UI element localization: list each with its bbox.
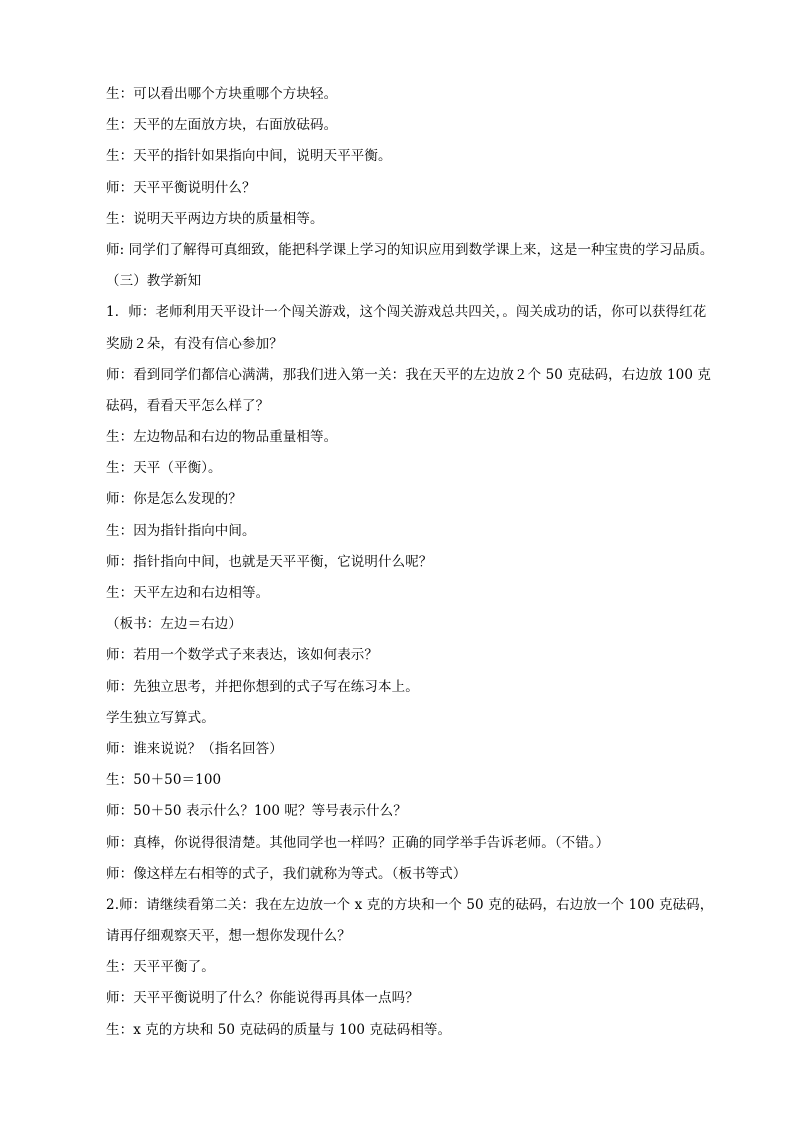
text-line: 2.师：请继续看第二关：我在左边放一个 x 克的方块和一个 50 克的砝码，右边放一个 100 克砝码，: [106, 896, 714, 913]
text-line: 师：50＋50 表示什么？100 呢？等号表示什么？: [106, 803, 407, 820]
text-line: 师：你是怎么发现的？: [106, 491, 242, 508]
text-line: 生：天平的左面放方块，右面放砝码。: [106, 117, 338, 134]
text-line: 生：左边物品和右边的物品重量相等。: [106, 429, 338, 446]
text-line: 生：天平（平衡）。: [106, 460, 222, 477]
text-line: 师：谁来说说？（指名回答）: [106, 740, 283, 757]
text-line: 生：x 克的方块和 50 克砝码的质量与 100 克砝码相等。: [106, 1021, 452, 1038]
text-line: 师：天平平衡说明什么？: [106, 179, 256, 196]
text-line: 学生独立写算式。: [106, 709, 215, 726]
text-line: 生：天平左边和右边相等。: [106, 585, 270, 601]
text-line: 师：看到同学们都信心满满，那我们进入第一关：我在天平的左边放２个 50 克砝码，右边放 100 克: [106, 366, 712, 383]
text-line: （板书：左边＝右边）: [106, 616, 242, 633]
text-line: 奖励２朵，有没有信心参加？: [106, 335, 283, 352]
lesson-text: [106, 79, 726, 1046]
text-line: 师：像这样左右相等的式子，我们就称为等式。（板书等式）: [106, 865, 467, 882]
text-line: 生：50＋50＝100: [106, 772, 222, 789]
section-heading: （三）教学新知: [106, 273, 202, 290]
text-line: 师：先独立思考，并把你想到的式子写在练习本上。: [106, 678, 419, 695]
text-line: 师: 同学们了解得可真细致，能把科学课上学习的知识应用到数学课上来，这是一种宝贵的学习品质。: [106, 241, 714, 258]
text-line: 师：若用一个数学式子来表达，该如何表示？: [106, 647, 378, 664]
text-line: 师：指针指向中间，也就是天平平衡，它说明什么呢？: [106, 553, 433, 570]
text-line: 生：因为指针指向中间。: [106, 522, 256, 539]
text-line: 砝码，看看天平怎么样了？: [106, 397, 270, 414]
text-line: 1．师：老师利用天平设计一个闯关游戏，这个闯关游戏总共四关，。闯关成功的话，你可以获得红花: [106, 304, 707, 321]
text-line: 请再仔细观察天平，想一想你发现什么？: [106, 928, 351, 945]
text-line: 生：天平的指针如果指向中间，说明天平平衡。: [106, 148, 392, 165]
text-line: 生：说明天平两边方块的质量相等。: [106, 210, 324, 227]
text-line: 师：天平平衡说明了什么？你能说得再具体一点吗？: [106, 990, 419, 1007]
text-line: 生：天平平衡了。: [106, 959, 215, 976]
text-line: 师：真棒，你说得很清楚。其他同学也一样吗？正确的同学举手告诉老师。（不错。）: [106, 834, 610, 851]
text-line: 生：可以看出哪个方块重哪个方块轻。: [106, 86, 338, 102]
